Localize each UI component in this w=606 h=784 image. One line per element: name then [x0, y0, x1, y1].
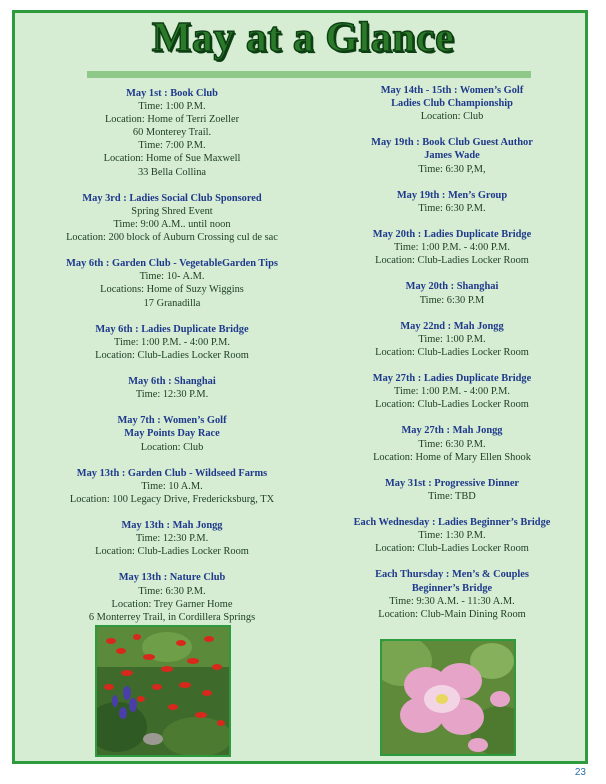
left-event-column	[52, 87, 292, 637]
event-item	[52, 414, 292, 453]
event-heading: May 1st : Book Club	[126, 88, 218, 99]
event-detail: Location: Home of Sue Maxwell	[103, 153, 241, 165]
event-item	[332, 228, 572, 267]
event-heading: Ladies Club Championship	[391, 98, 513, 110]
event-detail: Location: 200 block of Auburn Crossing cul de sac	[66, 232, 278, 244]
event-heading: May 13th : Nature Club	[118, 572, 226, 584]
event-detail: Location: Club-Main Dining Room	[378, 608, 526, 620]
event-heading: May 19th : Book Club Guest Author	[371, 137, 533, 149]
right-event-column	[332, 84, 572, 634]
event-heading: May 22nd : Mah Jongg	[400, 320, 504, 332]
event-item	[52, 323, 292, 362]
event-detail: Time: 1:00 P.M. - 4:00 P.M.	[114, 336, 230, 348]
event-item	[52, 87, 292, 179]
event-detail: Spring Shred Event	[131, 205, 213, 217]
red-salvia-flowers-photo	[95, 625, 231, 757]
event-heading: May 13th : Mah Jongg	[121, 520, 223, 532]
event-item	[52, 375, 292, 401]
event-detail: Location: Club-Ladies Locker Room	[375, 346, 529, 358]
event-detail: Time: 9:00 A.M.. until noon	[113, 218, 231, 230]
event-item	[332, 320, 572, 359]
event-item	[332, 568, 572, 620]
event-heading: May 3rd : Ladies Social Club Sponsored	[82, 192, 262, 204]
event-heading: May 7th : Women’s Golf	[117, 415, 227, 427]
event-heading: May 27th : Ladies Duplicate Bridge	[372, 373, 532, 385]
event-heading: James Wade	[424, 150, 480, 162]
event-heading: May Points Day Race	[124, 428, 220, 440]
event-detail: Time: 7:00 P.M.	[138, 140, 206, 152]
event-detail: Time: 1:00 P.M.	[418, 333, 486, 345]
event-detail: Time: 6:30 P.M	[419, 294, 485, 306]
event-item	[332, 516, 572, 555]
event-heading: May 6th : Garden Club - VegetableGarden Tips	[66, 258, 278, 270]
event-item	[332, 424, 572, 463]
event-item	[332, 372, 572, 411]
event-item	[332, 136, 572, 175]
event-heading: Each Thursday : Men’s & Couples	[375, 569, 529, 581]
event-heading: May 27th : Mah Jongg	[401, 425, 503, 437]
page-title: May at a Glance	[151, 15, 455, 61]
event-heading: May 6th : Shanghai	[128, 376, 216, 388]
event-detail: Time: 12:30 P.M.	[135, 533, 209, 545]
event-detail: Location: Home of Mary Ellen Shook	[373, 451, 531, 463]
event-detail: Locations: Home of Suzy Wiggins	[100, 284, 244, 296]
event-detail: 6 Monterrey Trail, in Cordillera Springs	[88, 611, 256, 623]
event-heading: May 20th : Ladies Duplicate Bridge	[372, 229, 532, 241]
event-item	[332, 280, 572, 306]
event-heading: Beginner’s Bridge	[411, 582, 493, 594]
event-detail: Time: 10- A.M.	[139, 271, 205, 283]
event-detail: Time: 1:00 P.M.	[138, 101, 206, 113]
event-heading: May 13th : Garden Club - Wildseed Farms	[76, 467, 268, 479]
event-detail: Location: Club-Ladies Locker Room	[95, 546, 249, 558]
event-detail: Location: Club	[140, 441, 204, 453]
event-detail: Time: 1:00 P.M. - 4:00 P.M.	[394, 242, 510, 254]
event-heading: May 19th : Men’s Group	[396, 189, 508, 201]
event-detail: 33 Bella Collina	[137, 166, 207, 178]
event-heading: May 14th - 15th : Women’s Golf	[380, 85, 524, 96]
event-detail: Time: 1:30 P.M.	[418, 530, 486, 542]
event-detail: Time: TBD	[428, 490, 476, 502]
event-item	[52, 571, 292, 623]
event-detail: Time: 6:30 P.M.	[418, 202, 486, 214]
event-item	[52, 257, 292, 309]
red-salvia-flowers-image	[97, 627, 229, 755]
title-underline	[87, 71, 531, 78]
event-detail: Time: 6:30 P.M.	[138, 585, 206, 597]
event-detail: Location: Club-Ladies Locker Room	[95, 349, 249, 361]
event-detail: Location: Club-Ladies Locker Room	[375, 255, 529, 267]
event-detail: Time: 6:30 P,M,	[418, 163, 486, 175]
event-heading: May 6th : Ladies Duplicate Bridge	[95, 323, 249, 335]
event-heading: May 20th : Shanghai	[405, 281, 499, 293]
event-detail: Location: Club-Ladies Locker Room	[375, 543, 529, 555]
event-detail: Time: 10 A.M.	[141, 480, 203, 492]
event-detail: Time: 6:30 P.M.	[418, 438, 486, 450]
event-detail: 17 Granadilla	[143, 297, 201, 309]
event-detail: Location: Trey Garner Home	[111, 598, 233, 610]
event-item	[52, 467, 292, 506]
event-detail: Time: 9:30 A.M. - 11:30 A.M.	[389, 595, 515, 607]
event-detail: Time: 1:00 P.M. - 4:00 P.M.	[394, 386, 510, 398]
event-detail: Location: Club-Ladies Locker Room	[375, 399, 529, 411]
event-detail: 60 Monterey Trail.	[132, 127, 212, 139]
event-heading: Each Wednesday : Ladies Beginner’s Bridge	[353, 517, 551, 529]
page-number: 23	[574, 767, 586, 778]
event-item	[52, 519, 292, 558]
event-item	[332, 84, 572, 123]
event-item	[52, 192, 292, 244]
event-detail: Location: Home of Terri Zoeller	[104, 114, 240, 126]
event-item	[332, 477, 572, 503]
pink-primrose-flower-photo	[380, 639, 516, 756]
event-heading: May 31st : Progressive Dinner	[384, 477, 520, 489]
event-detail: Location: 100 Legacy Drive, Fredericksburg, TX	[69, 493, 275, 505]
event-detail: Location: Club	[420, 111, 484, 123]
pink-primrose-flower-image	[382, 641, 514, 754]
event-item	[332, 189, 572, 215]
event-detail: Time: 12:30 P.M.	[135, 389, 209, 401]
